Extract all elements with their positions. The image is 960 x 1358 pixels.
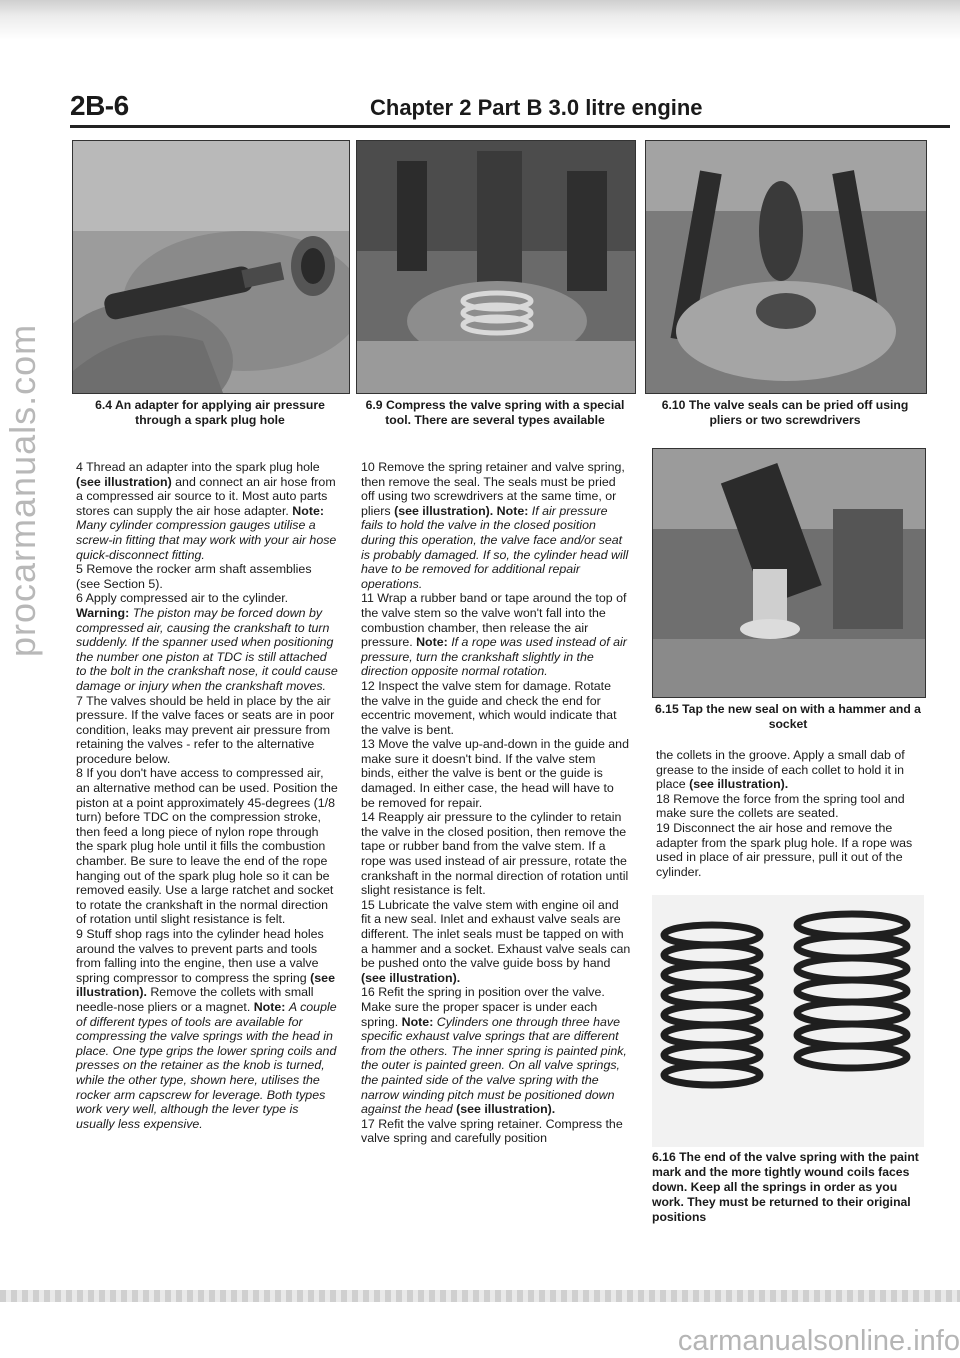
text-column-1: [76, 460, 338, 1131]
scan-bottom-band: [0, 1290, 960, 1302]
text-column-3: [656, 748, 924, 879]
paragraph-19: 19 Disconnect the air hose and remove the adapter from the spark plug hole. If a rope was used in place of air pressure, pull it out of the cylinder.: [656, 820, 913, 879]
paragraph-8: 8 If you don't have access to compressed air, an alternative method can be used. Position the piston at a point approximately 45-degrees (1/8 turn) before TDC on the compression stroke, then feed a long piece of nylon rope through the spark plug hole until it fills the combustion chamber. Be sure to leave the end of the rope hanging out of the spark plug hole so it can be removed easily. Use a large ratchet and socket to rotate the crankshaft in the normal direction of rotation until slight resistance is felt.: [76, 766, 338, 927]
caption-6-16: 6.16 The end of the valve spring with the paint mark and the more tightly wound coils faces down. Keep all the springs in order as you work. They must be returned to their original positions: [652, 1150, 919, 1224]
caption-6-15: 6.15 Tap the new seal on with a hammer and a socket: [655, 702, 921, 731]
chapter-title: Chapter 2 Part B 3.0 litre engine: [370, 95, 703, 120]
paragraph-13: 13 Move the valve up-and-down in the guide and make sure it doesn't bind. If the valve stem binds, either the valve is bent or the guide is damaged. In either case, the head will have to be removed for repair.: [361, 737, 629, 810]
side-watermark: procarmanuals.com: [2, 323, 43, 657]
paragraph-14: 14 Reapply air pressure to the cylinder to retain the valve in the closed position, then remove the tape or rubber band from the valve stem. If a rope was used instead of air pressure, rotate the crankshaft in the normal direction of rotation until slight resistance is felt.: [361, 810, 629, 898]
paragraph-15: 15 Lubricate the valve stem with engine oil and fit a new seal. Inlet and exhaust valve seals are different. The inlet seals must be tapped on with a hammer and a socket. Exhaust valve seals can be pushed onto the valve guide boss by hand (see illustration).: [361, 897, 631, 985]
paragraph-4: 4 Thread an adapter into the spark plug hole (see illustration) and connect an air hose from a compressed air source to it. Most auto parts stores can supply the air hose adapter. Note: Many cylinder compression gauges utilise a screw-in fitting that may work with your air hose quick-disconnect fitting.: [76, 460, 337, 562]
footer-watermark: carmanualsonline.info: [677, 1325, 960, 1357]
paragraph-18: 18 Remove the force from the spring tool and make sure the collets are seated.: [656, 791, 905, 821]
paragraph-7: 7 The valves should be held in place by the air pressure. If the valve faces or seats are in poor condition, leaks may prevent air pressure from retaining the valves - refer to the alternative procedure below.: [76, 693, 335, 766]
caption-6-4: 6.4 An adapter for applying air pressure through a spark plug hole: [95, 398, 325, 427]
photo-valve-spring-compressor: [356, 140, 636, 394]
photo-valve-springs: [652, 895, 924, 1147]
page-number: 2B-6: [70, 90, 129, 121]
photo-air-adapter: [72, 140, 350, 394]
text-column-2: [361, 460, 631, 1146]
paragraph-17-continued: the collets in the groove. Apply a small dab of grease to the inside of each collet to hold it in place (see illustration).: [656, 748, 905, 792]
paragraph-9: 9 Stuff shop rags into the cylinder head holes around the valves to prevent parts and tools from falling into the engine, then use a valve spring compressor to compress the spring (see illustration). Remove the collets with small needle-nose pliers or a magnet. Note: A couple of different types of tools are available for compressing the valve springs with the head in place. One type grips the lower spring coils and presses on the retainer as the knob is turned, while the other type, shown here, utilises the rocker arm capscrew for leverage. Both types work very well, although the lever type is usually less expensive.: [76, 927, 337, 1131]
scan-top-band: [0, 0, 960, 40]
caption-6-10: 6.10 The valve seals can be pried off using pliers or two screwdrivers: [661, 398, 909, 427]
caption-6-9: 6.9 Compress the valve spring with a special tool. There are several types available: [365, 398, 625, 427]
paragraph-10: 10 Remove the spring retainer and valve spring, then remove the seal. The seals must be pried off using two screwdrivers at the same time, or pliers (see illustration). Note: If air pressure fails to hold the valve in the closed position during this operation, the valve face and/or seat is probably damaged. If so, the cylinder head will have to be removed for additional repair operations.: [361, 460, 629, 591]
paragraph-5: 5 Remove the rocker arm shaft assemblies (see Section 5).: [76, 562, 312, 591]
paragraph-6: 6 Apply compressed air to the cylinder. Warning: The piston may be forced down by compressed air, causing the crankshaft to turn suddenly. If the spanner used when positioning the number one piston at TDC is still attached to the bolt in the crankshaft nose, it could cause damage or injury when the crankshaft moves.: [76, 591, 338, 693]
paragraph-11: 11 Wrap a rubber band or tape around the top of the valve stem so the valve won't fall into the combustion chamber, then release the air pressure. Note: If a rope was used instead of air pressure, turn the crankshaft slightly in the direction opposite normal rotation.: [361, 591, 627, 679]
paragraph-12: 12 Inspect the valve stem for damage. Rotate the valve in the guide and check the end for eccentric movement, which would indicate that the valve is bent.: [361, 678, 617, 737]
header-rule: [70, 125, 950, 128]
paragraph-17: 17 Refit the valve spring retainer. Compress the valve spring and carefully position: [361, 1116, 623, 1146]
photo-seal-tapping: [652, 448, 926, 698]
paragraph-16: 16 Refit the spring in position over the valve. Make sure the proper spacer is under each spring. Note: Cylinders one through three have specific exhaust valve springs that are different from the others. The inner spring is painted pink, the outer is painted green. On all valve springs, the painted side of the valve spring with the narrow winding pitch must be positioned down against the head (see illustration).: [361, 985, 627, 1117]
photo-valve-seal-removal: [645, 140, 927, 394]
